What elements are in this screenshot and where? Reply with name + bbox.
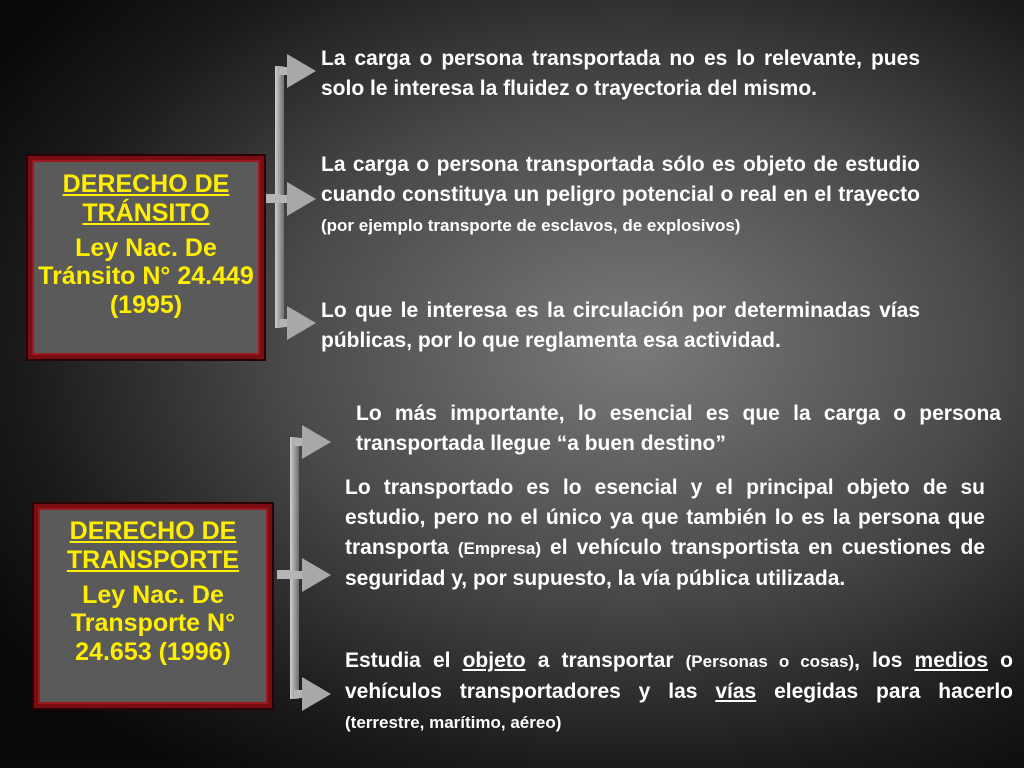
paragraph-transporte-2	[345, 473, 985, 594]
paragraph-text: (terrestre, marítimo, aéreo)	[345, 713, 562, 732]
arrow-icon	[294, 425, 331, 459]
paragraph-text: La carga o persona transportada sólo es objeto de estudio cuando constituya un peligro potencial o real en el trayecto	[321, 153, 920, 206]
arrow-icon	[279, 306, 316, 340]
vertical-bracket	[290, 437, 299, 699]
connector-group-transporte	[277, 425, 331, 711]
paragraph-text: medios	[914, 649, 989, 672]
paragraph-text: Lo transportado es lo esencial y el principal objeto de su estudio, pero no el único ya que también lo es la persona que transporta	[345, 476, 985, 559]
bracket-stem	[262, 194, 280, 203]
paragraph-text: objeto	[462, 649, 526, 672]
connector-group-transito	[262, 54, 316, 340]
paragraph-transito-1	[321, 44, 920, 104]
derecho-transporte-box	[34, 504, 272, 708]
paragraph-text: , los	[854, 649, 915, 672]
paragraph-transporte-3	[345, 646, 1013, 738]
paragraph-text: Lo más importante, lo esencial es que la carga o persona transportada llegue “a buen destino”	[356, 402, 1001, 455]
paragraph-text: elegidas para hacerlo	[756, 680, 1013, 703]
law-reference: Ley Nac. De Tránsito N° 24.449 (1995)	[38, 233, 254, 319]
paragraph-text: el vehículo transportista en cuestiones de seguridad y, por supuesto, la vía pública utilizada.	[345, 536, 985, 590]
paragraph-text: Lo que le interesa es la circulación por determinadas vías públicas, por lo que reglamenta esa actividad.	[321, 299, 920, 352]
paragraph-text: La carga o persona transportada no es lo relevante, pues solo le interesa la fluidez o trayectoria del mismo.	[321, 47, 920, 100]
paragraph-transito-2	[321, 150, 920, 241]
paragraph-text: (por ejemplo transporte de esclavos, de explosivos)	[321, 216, 741, 235]
paragraph-text: vías	[715, 680, 757, 703]
paragraph-text: a transportar	[525, 649, 686, 672]
arrow-icon	[279, 182, 316, 216]
paragraph-transito-3	[321, 296, 920, 356]
arrow-icon	[294, 558, 331, 592]
arrow-icon	[294, 677, 331, 711]
law-reference: Ley Nac. De Transporte N° 24.653 (1996)	[70, 580, 236, 666]
paragraph-text: (Personas o cosas)	[685, 652, 855, 671]
arrow-icon	[279, 54, 316, 88]
block-title: DERECHO DE TRÁNSITO	[62, 170, 230, 227]
paragraph-text: o vehículos transportadores y las	[345, 649, 1013, 703]
paragraph-transporte-1	[356, 399, 1001, 459]
paragraph-text: Estudia el	[345, 649, 463, 672]
derecho-transito-box	[28, 156, 264, 359]
block-title: DERECHO DE TRANSPORTE	[66, 517, 240, 574]
bracket-stem	[277, 570, 295, 579]
paragraph-text: (Empresa)	[457, 539, 542, 558]
